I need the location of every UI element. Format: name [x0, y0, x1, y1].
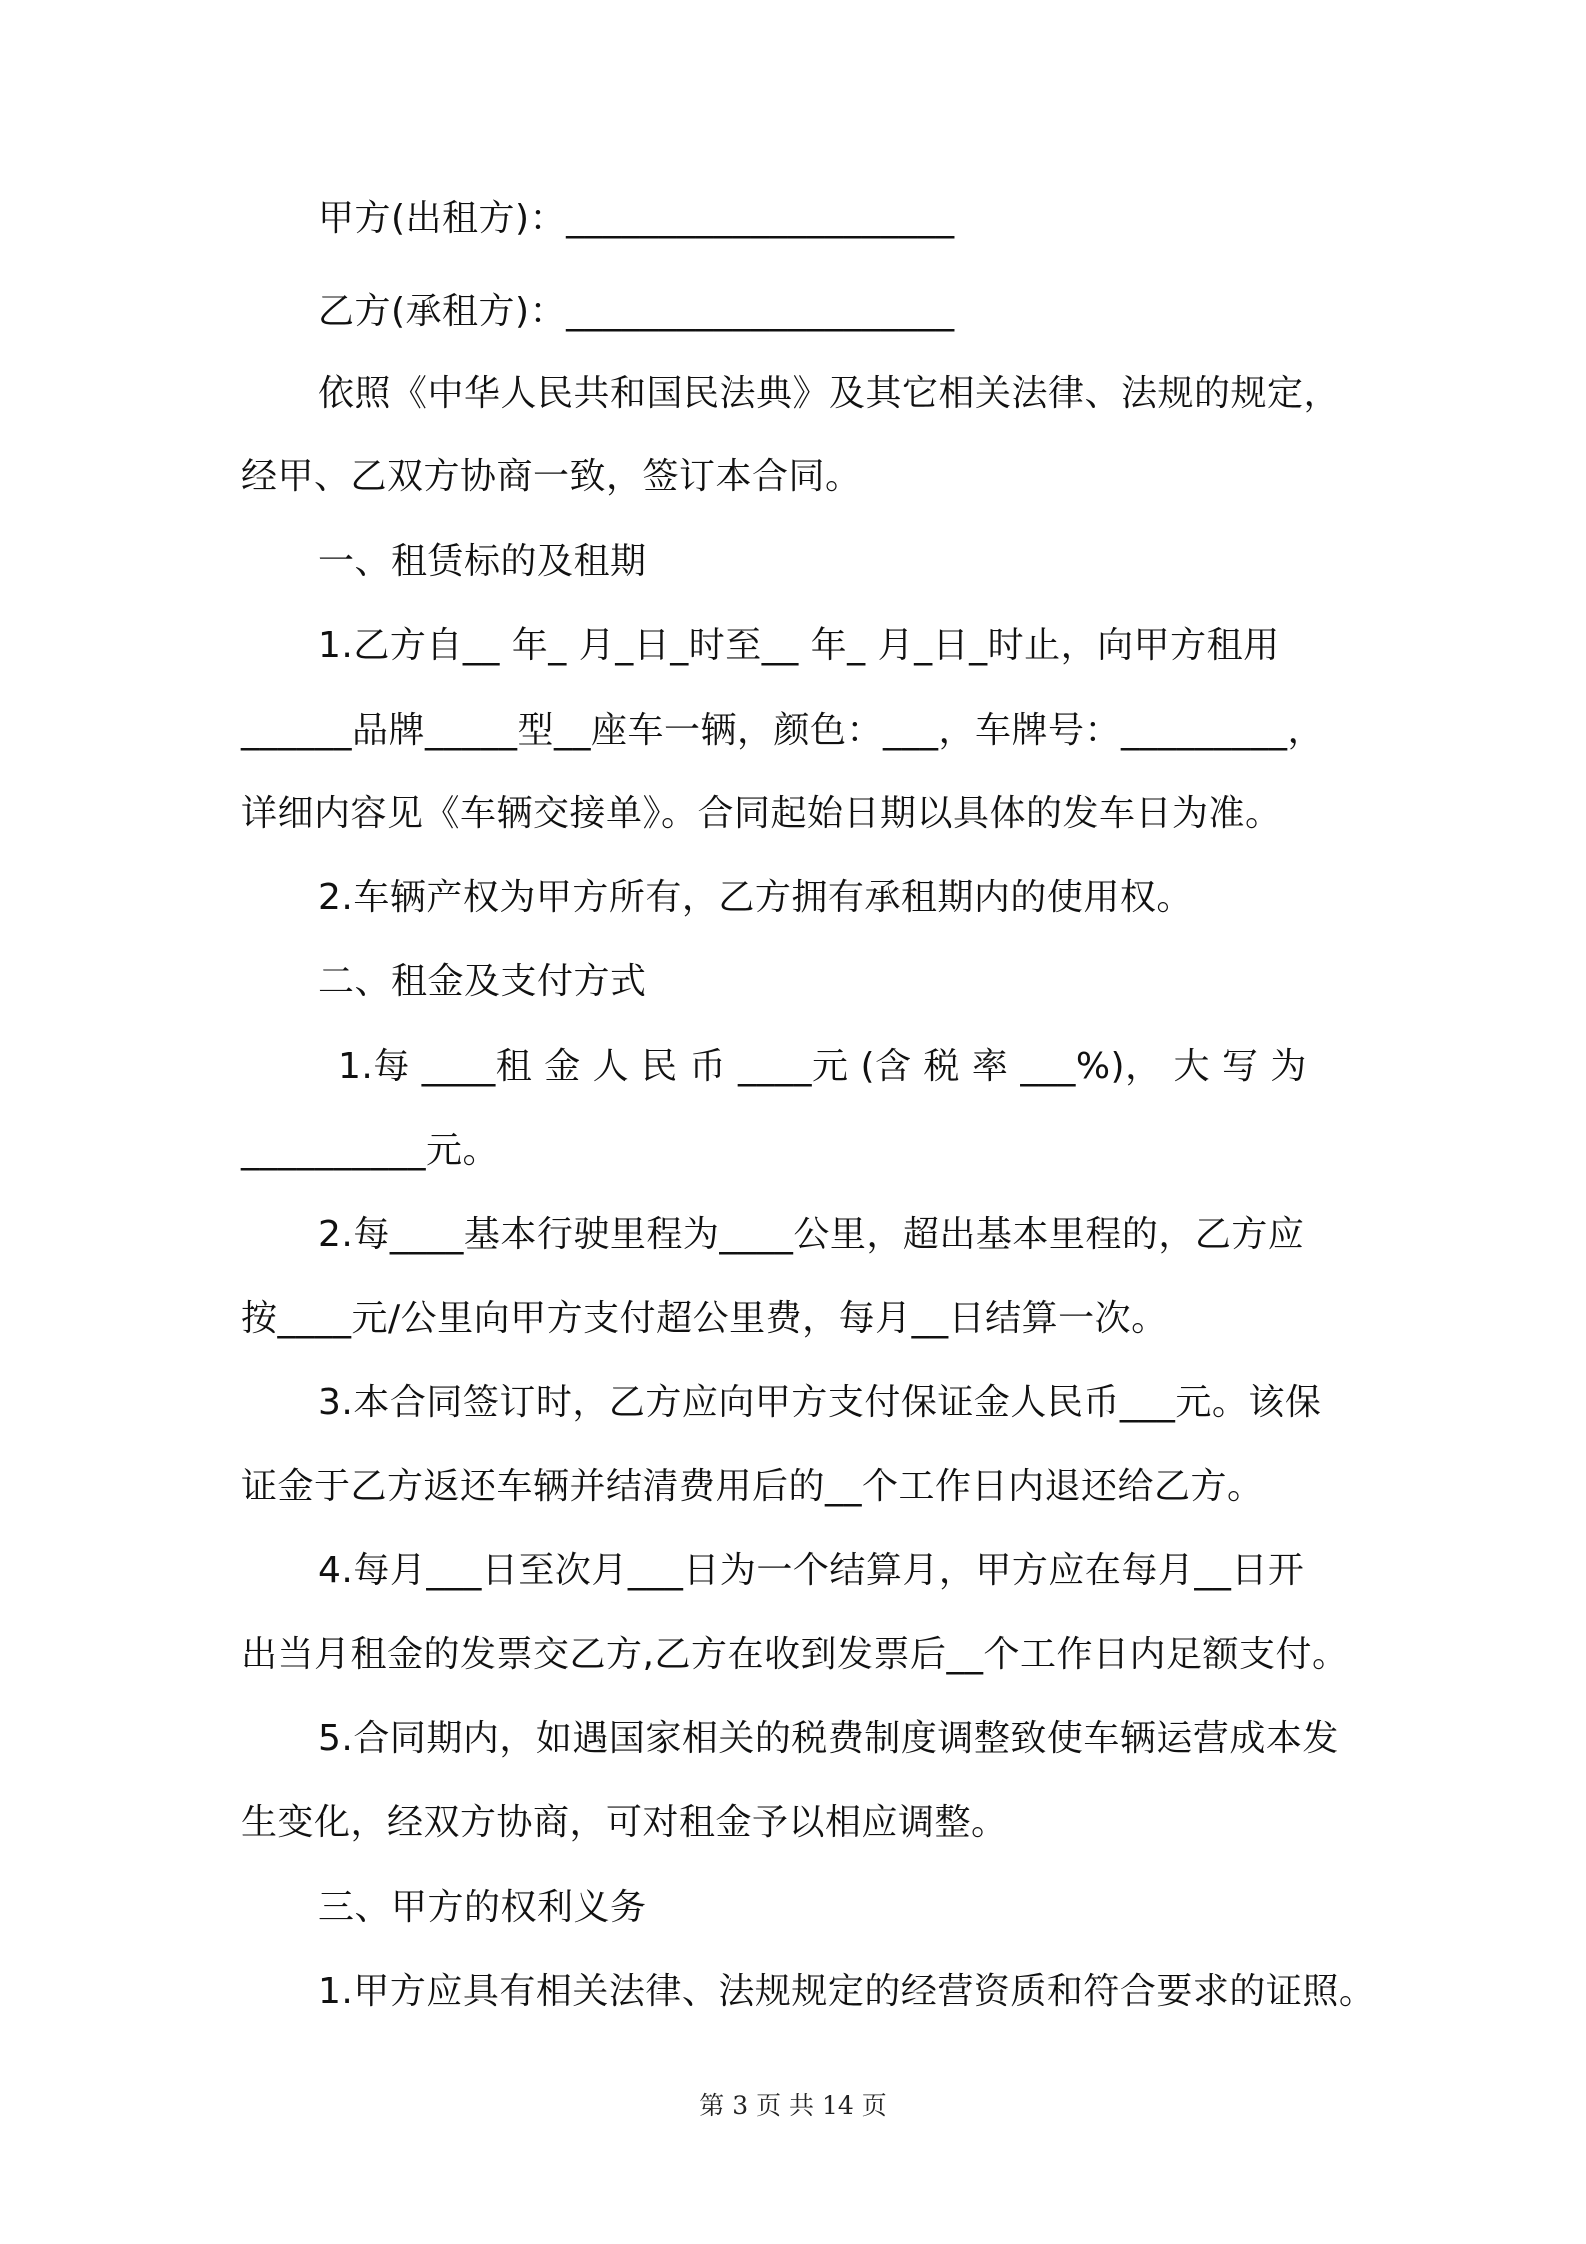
clause-2-5-line-2: 生变化，经双方协商，可对租金予以相应调整。: [241, 1802, 1008, 1843]
clause-2-2-line-2: 按____元/公里向甲方支付超公里费，每月__日结算一次。: [241, 1298, 1168, 1339]
clause-2-3-line-1: 3.本合同签订时，乙方应向甲方支付保证金人民币___元。该保: [318, 1382, 1322, 1423]
clause-3-1: 1.甲方应具有相关法律、法规规定的经营资质和符合要求的证照。: [318, 1971, 1376, 2012]
clause-2-3-line-2: 证金于乙方返还车辆并结清费用后的__个工作日内退还给乙方。: [241, 1466, 1264, 1507]
section-heading-3: 三、甲方的权利义务: [318, 1887, 647, 1928]
clause-1-1-line-3: 详细内容见《车辆交接单》。合同起始日期以具体的发车日为准。: [241, 793, 1282, 834]
clause-2-5-line-1: 5.合同期内，如遇国家相关的税费制度调整致使车辆运营成本发: [318, 1718, 1339, 1759]
clause-2-2-line-1: 2.每____基本行驶里程为____公里，超出基本里程的，乙方应: [318, 1214, 1305, 1255]
party-a-line: 甲方(出租方)：_____________________: [318, 198, 955, 239]
page-number-footer: 第 3 页 共 14 页: [699, 2091, 887, 2120]
clause-1-1-line-1: 1.乙方自__ 年_ 月_日_时至__ 年_ 月_日_时止，向甲方租用: [318, 625, 1280, 666]
section-heading-2: 二、租金及支付方式: [318, 961, 647, 1002]
clause-2-4-line-1: 4.每月___日至次月___日为一个结算月，甲方应在每月__日开: [318, 1550, 1305, 1591]
preamble-line-2: 经甲、乙双方协商一致，签订本合同。: [241, 456, 862, 497]
clause-1-2: 2.车辆产权为甲方所有，乙方拥有承租期内的使用权。: [318, 877, 1193, 918]
clause-1-1-line-2: ______品牌_____型__座车一辆，颜色：___，车牌号：_________，: [241, 710, 1325, 751]
clause-2-4-line-2: 出当月租金的发票交乙方,乙方在收到发票后__个工作日内足额支付。: [241, 1634, 1349, 1675]
clause-2-1-line-2: __________元。: [241, 1130, 500, 1171]
party-b-line: 乙方(承租方)：_____________________: [318, 291, 955, 332]
preamble-line-1: 依照《中华人民共和国民法典》及其它相关法律、法规的规定，: [318, 373, 1341, 414]
section-heading-1: 一、租赁标的及租期: [318, 541, 647, 582]
clause-2-1-line-1: 1.每 ____租 金 人 民 币 ____元 (含 税 率 ___%)， 大 写 为: [338, 1046, 1307, 1087]
